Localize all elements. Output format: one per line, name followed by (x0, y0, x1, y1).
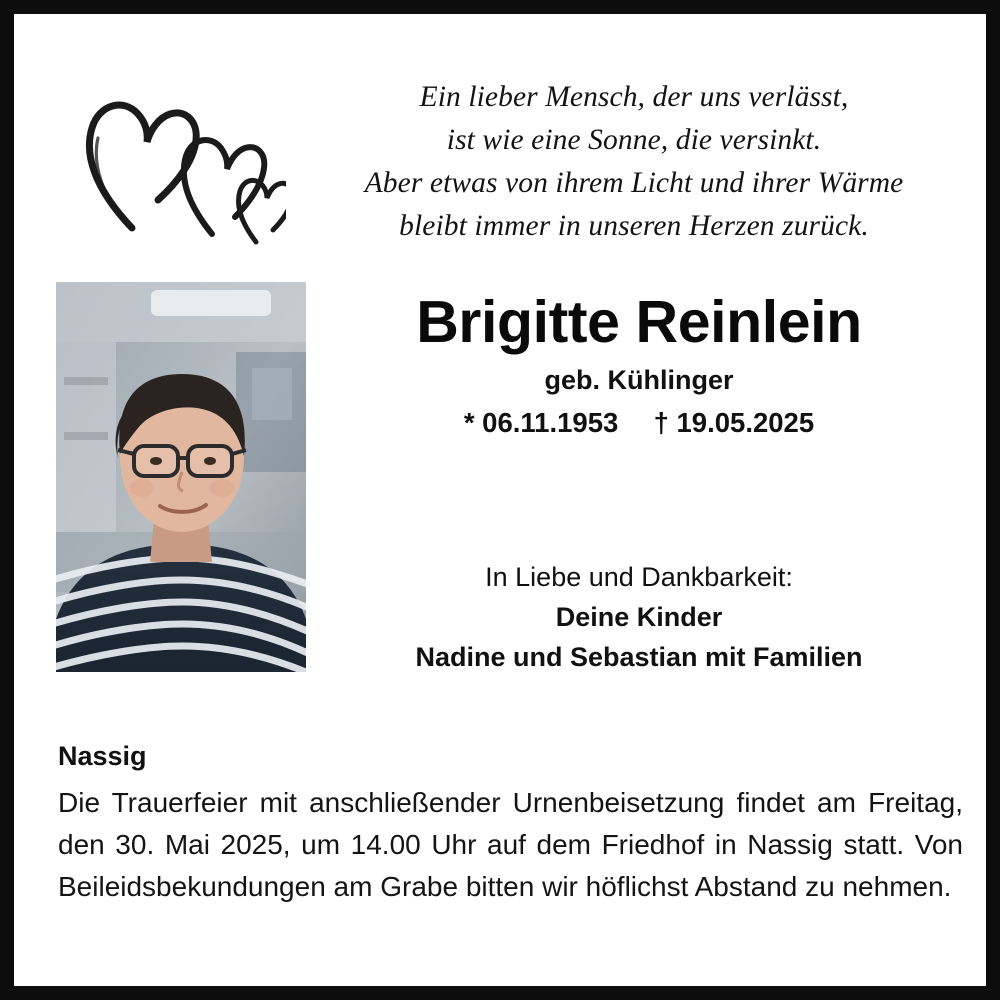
life-dates (314, 405, 964, 441)
maiden-name: geb. Kühlinger (544, 365, 734, 395)
service-details: Die Trauerfeier mit anschließender Urnenbeisetzung findet am Freitag, den 30. Mai 2025, um 14.00 Uhr auf dem Friedhof in Nassig statt. Von Beileidsbekundungen am Grabe bitten wir höflichst Abstand zu nehmen. (58, 787, 963, 902)
verse-text (304, 76, 964, 248)
family-lead: In Liebe und Dankbarkeit: (485, 562, 793, 592)
portrait-photo (56, 282, 306, 672)
family-line-1: Deine Kinder (555, 602, 723, 632)
birth-date: 06.11.1953 (482, 407, 619, 438)
verse-line-1: Ein lieber Mensch, der uns verlässt, (419, 81, 849, 113)
birth-symbol: * (463, 407, 475, 438)
place-name: Nassig (58, 741, 147, 771)
death-date: 19.05.2025 (676, 407, 815, 438)
hearts-icon (66, 76, 286, 246)
family-block (314, 557, 964, 677)
deceased-name: Brigitte Reinlein (416, 289, 862, 355)
verse-line-3: Aber etwas von ihrem Licht und ihrer Wärme (364, 167, 904, 199)
verse-line-2: ist wie eine Sonne, die versinkt. (446, 124, 822, 156)
death-symbol: † (653, 407, 669, 438)
footer-block (58, 736, 963, 908)
verse-line-4: bleibt immer in unseren Herzen zurück. (399, 210, 869, 242)
family-line-2: Nadine und Sebastian mit Familien (415, 642, 863, 672)
name-block (314, 289, 964, 441)
